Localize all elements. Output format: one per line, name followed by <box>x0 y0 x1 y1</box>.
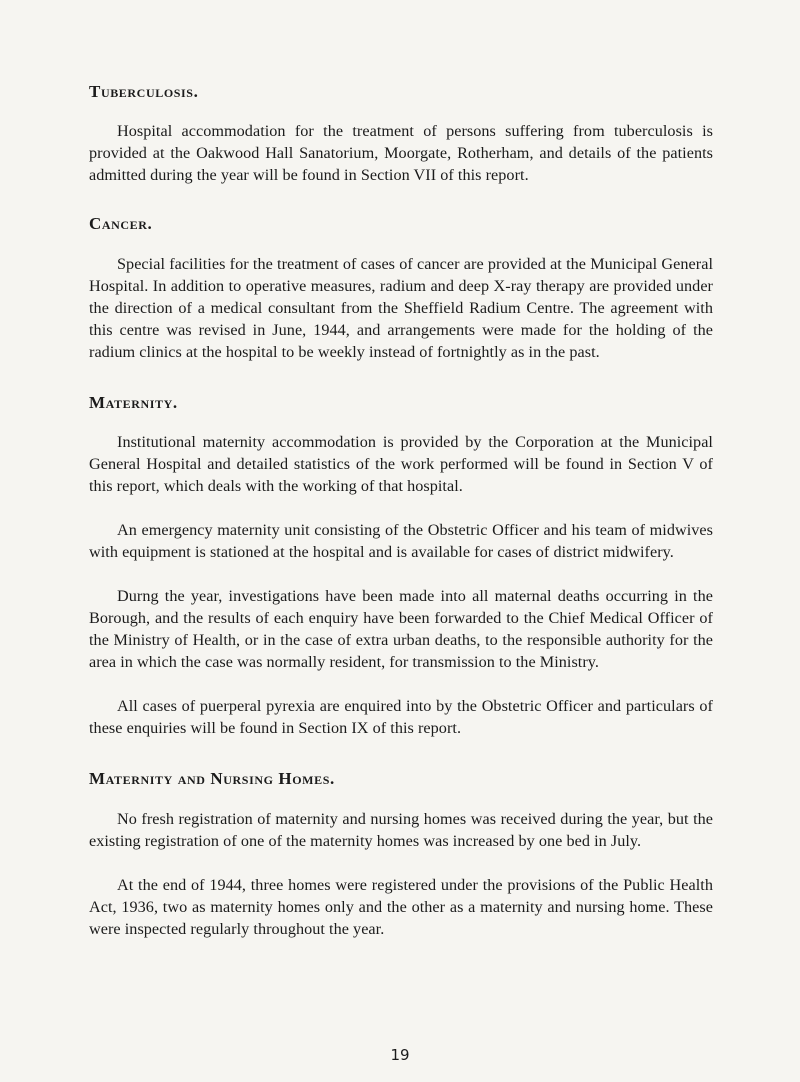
page-number: 19 <box>390 1046 410 1064</box>
document-page <box>89 82 713 940</box>
paragraph-nursing-homes-1: No fresh registration of maternity and nursing homes was received during the year, but the existing registration of one of the maternity homes was increased by one bed in July. <box>89 809 713 850</box>
paragraph-maternity-2: An emergency maternity unit consisting of the Obstetric Officer and his team of midwives with equipment is stationed at the hospital and is available for cases of district midwifery. <box>89 521 713 562</box>
paragraph-cancer-1: Special facilities for the treatment of cases of cancer are provided at the Municipal General Hospital. In addition to operative measures, radium and deep X-ray therapy are provided under the direction of a medical consultant from the Sheffield Radium Centre. The agreement with this centre was revised in June, 1944, and arrangements were made for the holding of the radium clinics at the hospital to be weekly instead of fortnightly as in the past. <box>89 254 713 361</box>
heading-tuberculosis: Tuberculosis. <box>89 82 199 101</box>
paragraph-nursing-homes-2: At the end of 1944, three homes were registered under the provisions of the Public Health Act, 1936, two as maternity homes only and the other as a maternity and nursing home. These were inspected regularly throughout the year. <box>89 875 713 938</box>
heading-cancer: Cancer. <box>89 214 153 234</box>
paragraph-maternity-1: Institutional maternity accommodation is provided by the Corporation at the Municipal General Hospital and detailed statistics of the work performed will be found in Section V of this report, which deals with the working of that hospital. <box>89 433 713 496</box>
paragraph-maternity-4: All cases of puerperal pyrexia are enquired into by the Obstetric Officer and particulars of these enquiries will be found in Section IX of this report. <box>89 697 713 738</box>
heading-maternity-nursing-homes: Maternity and Nursing Homes. <box>89 769 335 789</box>
paragraph-tuberculosis-1: Hospital accommodation for the treatment of persons suffering from tuberculosis is provided at the Oakwood Hall Sanatorium, Moorgate, Rotherham, and details of the patients admitted during the year will be found in Section VII of this report. <box>89 122 713 185</box>
heading-maternity: Maternity. <box>89 392 178 412</box>
paragraph-maternity-3: Durng the year, investigations have been made into all maternal deaths occurring in the Borough, and the results of each enquiry have been forwarded to the Chief Medical Officer of the Ministry of Health, or in the case of extra urban deaths, to the responsible authority for the area in which the case was normally resident, for transmission to the Ministry. <box>89 587 713 672</box>
